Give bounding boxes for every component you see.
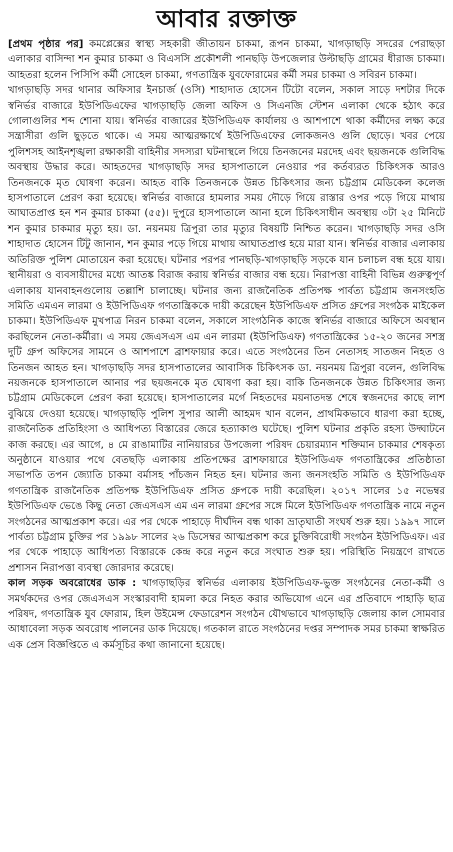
closing-text: খাগড়াছড়ির স্বনির্ভর এলাকায় ইউপিডিএফ-ভুক্ত সংগঠনের নেতা-কর্মী ও সমর্থকদের ওপর জেএসএস সংস্কারবাদী হামলা করে নিহত করার অভিযোগ এনে এর প্রতিবাদে পাহাড়ি ছাত্র পরিষদ, গণতান্ত্রিক যুব ফোরাম, হিল উইমেন্স ফেডারেশন সংগঠন যৌথভাবে খাগড়াছড়ি জেলায় কাল সোমবার আধাবেলা সড়ক অবরোধ পালনের ডাক দিয়েছে। গতকাল রাতে সংগঠনের দপ্তর সম্পাদক সমর চাকমা স্বাক্ষরিত এক প্রেস বিজ্ঞপ্তিতে এ কর্মসূচির কথা জানানো হয়েছে। [8, 578, 445, 651]
headline: আবার রক্তাক্ত [156, 5, 297, 33]
paragraph-text: কমপ্লেক্সের স্বাস্থ্য সহকারী জীতায়ন চাকমা, রূপন চাকমা, খাগড়াছড়ি সদরের পেরাছড়া এলাকার বাসিন্দা শন কুমার চাকমা ও বিএসসি প্রকৌশলী পানছড়ি উপজেলার উল্টাছড়ি গ্রামের ধীরাজ চাকমা। আহতরা হলেন পিসিপি কর্মী সোহেল চাকমা, গণতান্ত্রিক যুবফোরামের কর্মী সমর চাকমা ও সবিরন চাকমা। [8, 39, 445, 81]
article-paragraph-closing [8, 576, 445, 653]
article-paragraph-1 [8, 37, 445, 83]
continuation-label: প্রথম পৃষ্ঠার পর [12, 39, 79, 50]
article-body [8, 37, 445, 653]
jump-bracket-open: [ [8, 39, 13, 50]
jump-bracket-close: ] [78, 39, 84, 50]
headline-row [8, 4, 445, 34]
closing-lead: কাল সড়ক অবরোধের ডাক : [8, 578, 137, 590]
article-paragraph-2 [8, 83, 445, 576]
paragraph-text: খাগড়াছড়ি সদর থানার অফিসার ইনচার্জ (ওসি) শাহাদাত হোসেন টিটো বলেন, সকাল সাড়ে দশটার দিকে স্বনির্ভর বাজারে ইউপিডিএফের খাগড়াছড়ি জেলা অফিস ও সিএনজি স্টেশন এলাকা থেকে হঠাৎ করে গোলাগুলির শব্দ শোনা যায়। স্বনির্ভর বাজারের ইউপিডিএফ কার্যালয় ও আশপাশে থাকা কর্মীদের লক্ষ্য করে সন্ত্রাসীরা গুলি ছুড়তে থাকে। এ সময় আত্মরক্ষার্থে ইউপিডিএফের লোকজনও গুলি ছোড়ে। খবর পেয়ে পুলিশসহ আইনশৃঙ্খলা রক্ষাকারী বাহিনীর সদস্যরা ঘটনাস্থলে গিয়ে তিনজনের মরদেহ এবং ছয়জনকে গুলিবিদ্ধ অবস্থায় উদ্ধার করে। আহতদের খাগড়াছড়ি সদর হাসপাতালে নেওয়ার পর কর্তব্যরত চিকিৎসক আরও তিনজনকে মৃত ঘোষণা করেন। আহত বাকি তিনজনকে উন্নত চিকিৎসার জন্য চট্টগ্রাম মেডিকেল কলেজ হাসপাতালে প্রেরণ করা হয়েছে। স্বনির্ভর বাজারে হামলার সময় দৌড়ে গিয়ে রাস্তার ওপর পড়ে গিয়ে মাথায় আঘাতপ্রাপ্ত হন শন কুমার চাকমা (৫৫)। দুপুরে হাসপাতালে আনা হলে চিকিৎসাধীন অবস্থায় ৩টা ২৫ মিনিটে শন কুমার চাকমার মৃত্যু হয়। ডা. নয়নময় ত্রিপুরা তার মৃত্যুর বিষয়টি নিশ্চিত করেন। খাগড়াছড়ি সদর ওসি শাহাদাত হোসেন টিটু জানান, শন কুমার পড়ে গিয়ে মাথায় আঘাতপ্রাপ্ত হয়ে মারা যান। স্বনির্ভর বাজার এলাকায় অতিরিক্ত পুলিশ মোতায়েন করা হয়েছে। ঘটনার পরপর পানছড়ি-খাগড়াছড়ি সড়কে যান চলাচল বন্ধ হয়ে যায়। স্থানীয়রা ও ব্যবসায়ীদের মধ্যে আতঙ্ক বিরাজ করায় স্বনির্ভর বাজার বন্ধ হয়ে। নিরাপত্তা বাহিনী বিভিন্ন গুরুত্বপূর্ণ এলাকায় যানবাহনগুলোয় তল্লাশি চালাচ্ছে। ঘটনার জন্য রাজনৈতিক প্রতিপক্ষ পার্বত্য চট্টগ্রাম জনসংহতি সমিতি এমএন লারমা ও ইউপিডিএফ গণতান্ত্রিককে দায়ী করেছেন ইউপিডিএফ প্রসিত গ্রুপের সংগঠক মাইকেল চাকমা। ইউপিডিএফ মুখপাত্র নিরন চাকমা বলেন, সকালে সাংগঠনিক কাজে স্বনির্ভর বাজারে অফিসে অবস্থান করছিলেন নেতা-কর্মীরা। এ সময় জেএসএস এম এন লারমা (ইউপিডিএফ) গণতান্ত্রিকের ১৫-২০ জনের সশস্ত্র দুটি গ্রুপ অফিসের সামনে ও আশপাশে ব্রাশফায়ার করে। এতে সংগঠনের তিন নেতাসহ সাতজন নিহত ও তিনজন আহত হন। খাগড়াছড়ি সদর হাসপাতালের আবাসিক চিকিৎসক ডা. নয়নময় ত্রিপুরা বলেন, গুলিবিদ্ধ নয়জনকে হাসপাতালে আনার পর ছয়জনকে মৃত ঘোষণা করা হয়। বাকি তিনজনকে উন্নত চিকিৎসার জন্য চট্টগ্রাম মেডিকেলে প্রেরণ করা হয়েছে। হাসপাতালের মর্গে নিহতদের ময়নাতদন্ত শেষে স্বজনদের কাছে লাশ বুঝিয়ে দেওয়া হয়েছে। খাগড়াছড়ি পুলিশ সুপার আলী আহমদ খান বলেন, প্রাথমিকভাবে ধারণা করা হচ্ছে, রাজনৈতিক প্রতিহিংসা ও আধিপত্য বিস্তারের জেরে হত্যাকাণ্ড ঘটেছে। পুলিশ ঘটনার প্রকৃতি রহস্য উদ্ঘাটনে কাজ করছে। এর আগে, ৪ মে রাঙামাটির নানিয়ারচর উপজেলা পরিষদ চেয়ারম্যান শক্তিমান চাকমার শেষকৃত্য অনুষ্ঠানে যাওয়ার পথে বেতছড়ি এলাকায় প্রতিপক্ষের ব্রাশফায়ারে ইউপিডিএফ গণতান্ত্রিকের প্রতিষ্ঠাতা সভাপতি তপন জ্যোতি চাকমা বর্মাসহ পাঁচজন নিহত হন। ঘটনার জন্য জনসংহতি সমিতি ও ইউপিডিএফ গণতান্ত্রিক রাজনৈতিক প্রতিপক্ষ ইউপিডিএফ প্রসিত গ্রুপকে দায়ী করেছিল। ২০১৭ সালের ১৫ নভেম্বর ইউপিডিএফ ভেঙে কিছু নেতা জেএসএস এম এন লারমা গ্রুপের সঙ্গে মিলে ইউপিডিএফ গণতান্ত্রিক নামে নতুন সংগঠনের আত্মপ্রকাশ করে। এর পর থেকে পাহাড়ে দীর্ঘদিন বন্ধ থাকা ভ্রাতৃঘাতী সংঘর্ষ শুরু হয়। ১৯৯৭ সালে পার্বত্য চট্টগ্রাম চুক্তির পর ১৯৯৮ সালের ২৬ ডিসেম্বর আত্মপ্রকাশ করে চুক্তিবিরোধী সংগঠন ইউপিডিএফ। এর পর থেকে পাহাড়ে আধিপত্য বিস্তারকে কেন্দ্র করে নতুন করে সংঘাত শুরু হয়। পরিস্থিতি নিয়ন্ত্রণে রাখতে প্রশাসন নিরাপত্তা ব্যবস্থা জোরদার করেছে। [8, 85, 445, 574]
